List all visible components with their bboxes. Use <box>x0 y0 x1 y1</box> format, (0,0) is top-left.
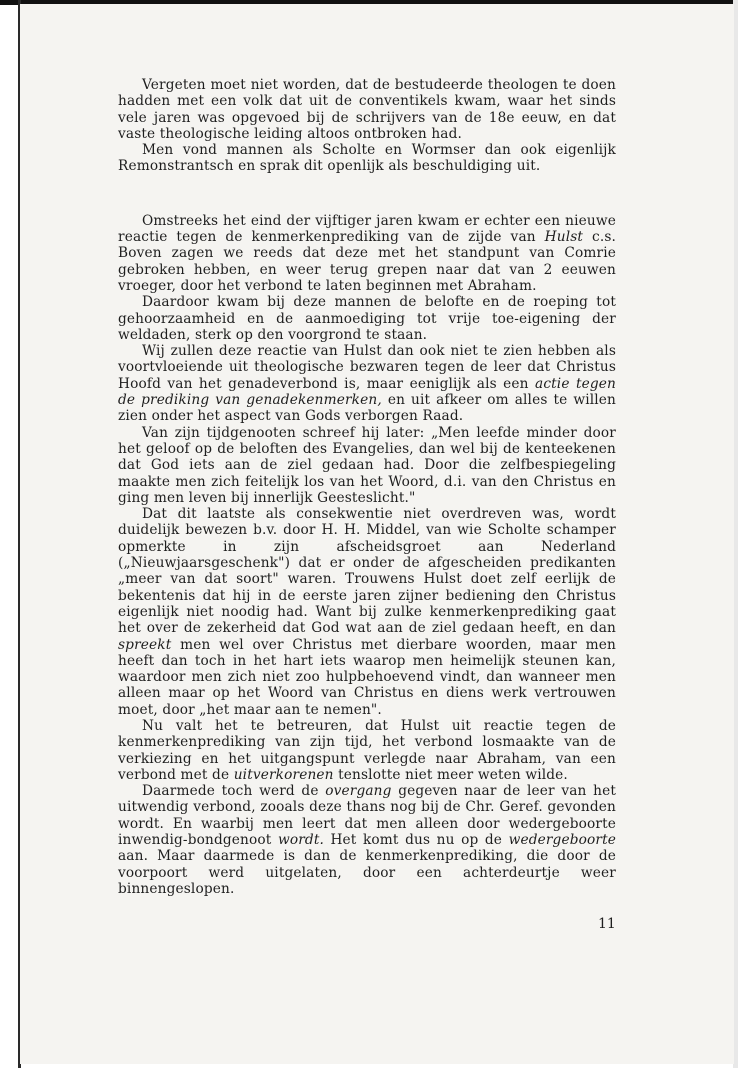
text-run: Omstreeks het eind der vijftiger jaren kwam er echter een nieuwe reactie tegen de kenmerkenprediking van de zijde van <box>118 212 616 246</box>
italic-text: spreekt <box>118 636 172 653</box>
paragraph <box>118 425 616 506</box>
paragraph <box>118 343 616 424</box>
paragraph <box>118 506 616 718</box>
text-run: Nu valt het te betreuren, dat Hulst uit reactie tegen de kenmerkenprediking van zijn tijd, het verbond losmaakte van de verkiezing en het uitgangspunt verlegde naar Abraham, van een verbond met de <box>118 717 616 783</box>
paragraph <box>118 294 616 343</box>
text-run: gegeven naar de leer van het uitwendig verbond, zooals deze thans nog bij de Chr. Geref. gevonden wordt. En waarbij men leert dat men alleen door wedergeboorte inwendig-bondgenoot <box>118 783 616 849</box>
paragraph <box>118 213 616 294</box>
italic-text: wordt. <box>277 832 324 849</box>
italic-text: Hulst <box>544 229 584 246</box>
text-run: Daardoor kwam bij deze mannen de belofte en de roeping tot gehoorzaamheid en de aanmoediging tot vrije toe-eigening der weldaden, sterk op den voorgrond te staan. <box>118 294 616 343</box>
italic-text: actie tegen de prediking van genadekenmerken, <box>118 375 616 409</box>
paragraph: Men vond mannen als Scholte en Wormser dan ook eigenlijk Remonstrantsch en sprak dit openlijk als beschuldiging uit. <box>118 142 616 175</box>
text-run: Daarmede toch werd de <box>142 783 326 800</box>
text-run: c.s. Boven zagen we reeds dat deze met het standpunt van Comrie gebroken hebben, en weer terug grepen naar dat van 2 eeuwen vroeger, door het verbond te laten beginnen met Abraham. <box>118 229 616 294</box>
text-run: aan. Maar daarmede is dan de kenmerkenprediking, die door de voorpoort werd uitgelaten, door een achterdeurtje weer binnengeslopen. <box>118 848 616 897</box>
text-run: Van zijn tijdgenooten schreef hij later: „Men leefde minder door het geloof op de beloften des Evangelies, dan wel bij de kenteekenen dat God iets aan de ziel gedaan had. Door die zelfbespiegeling maakte men zich feitelijk los van het Woord, d.i. van den Christus en ging men leven bij innerlijk Geesteslicht." <box>118 424 616 506</box>
section-gap <box>118 175 616 213</box>
page-number: 11 <box>598 916 616 932</box>
italic-text: overgang <box>325 783 392 800</box>
text-run: Het komt dus nu op de <box>323 832 509 849</box>
paragraph <box>118 783 616 897</box>
text-run: men wel over Christus met dierbare woorden, maar men heeft dan toch in het hart iets waarop men heimelijk steunen kan, waardoor men zich niet zoo hulpbehoevend vindt, dan wanneer men alleen maar op het Woord van Christus en diens werk vertrouwen moet, door „het maar aan te nemen". <box>118 636 616 718</box>
italic-text: wedergeboorte <box>508 832 616 849</box>
text-run: en uit afkeer om alles te willen zien onder het aspect van Gods verborgen Raad. <box>118 392 616 425</box>
body-text <box>118 77 616 897</box>
italic-text: uitverkorenen <box>233 766 334 783</box>
section-2 <box>118 213 616 897</box>
text-run: Wij zullen deze reactie van Hulst dan ook niet te zien hebben als voortvloeiende uit theologische bezwaren tegen de leer dat Christus Hoofd van het genadeverbond is, maar eeniglijk als een <box>118 343 616 392</box>
text-run: Dat dit laatste als consekwentie niet overdreven was, wordt duidelijk bewezen b.v. door H. H. Middel, van wie Scholte schamper opmerkte in zijn afscheidsgroet aan Nederland („Nieuwjaarsgeschenk") dat er onder de afgescheiden predikanten „meer van dat soort" waren. Trouwens Hulst doet zelf eerlijk de bekentenis dat hij in de eerste jaren zijner bediening den Christus eigenlijk niet noodig had. Want bij zulke kenmerkenprediking gaat het over de zekerheid dat God wat aan de ziel gedaan heeft, en dan <box>118 506 616 637</box>
paragraph <box>118 718 616 783</box>
section-1 <box>118 77 616 175</box>
text-run: tenslotte niet meer weten wilde. <box>333 766 568 783</box>
paragraph: Vergeten moet niet worden, dat de bestudeerde theologen te doen hadden met een volk dat uit de conventikels kwam, waar het sinds vele jaren was opgevoed bij de schrijvers van de 18e eeuw, en dat vaste theologische leiding altoos ontbroken had. <box>118 77 616 142</box>
